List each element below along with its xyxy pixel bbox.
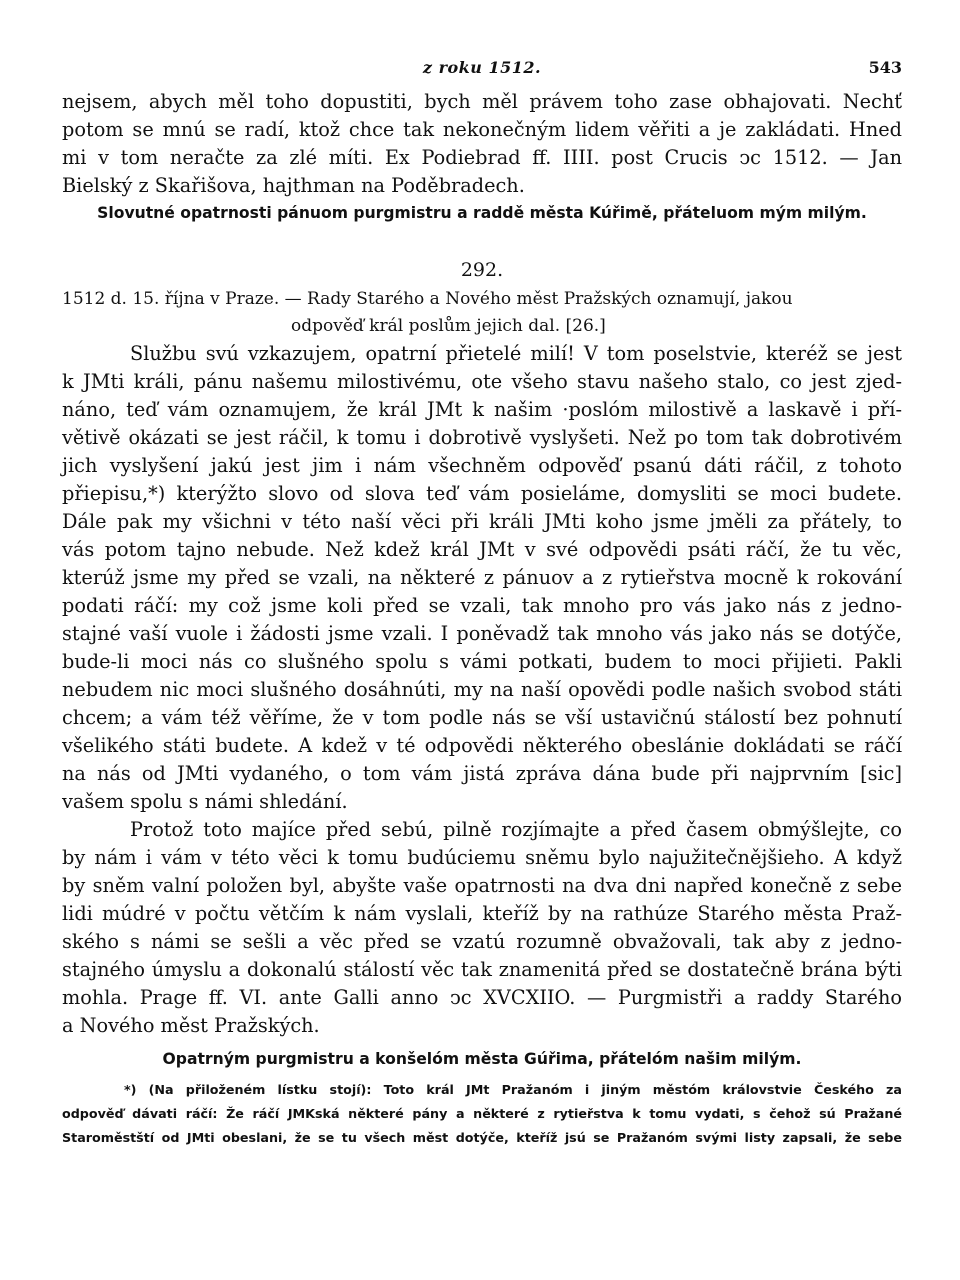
text-line: by nám i vám v této věci k tomu budúciemu sněmu bylo najužitečnějšieho. A když [62, 846, 902, 869]
text-line: kterúž jsme my před se vzali, na některé z pánuov a z rytieřstva mocně k rokování [62, 566, 902, 589]
running-head [62, 58, 902, 88]
text-line: by sněm valní položen byl, abyšte vaše opatrnosti na dva dni napřed konečně z sebe [62, 874, 902, 897]
text-line: k JMti králi, pánu našemu milostivému, ote všeho stavu našeho stalo, co jest zjed- [62, 370, 902, 393]
text-line: vás potom tajno nebude. Než kdež král JMt v své odpovědi psáti ráčí, že tu věc, [62, 538, 902, 561]
text-line: vašem spolu s námi shledání. [62, 790, 348, 813]
page [62, 58, 902, 1150]
page-number: 543 [868, 58, 902, 77]
text-line: všelikého státi budete. A kdež v té odpovědi některého obeslánie dokládati se ráčí [62, 734, 902, 757]
document-number: 292. [460, 259, 504, 281]
footnote [62, 1078, 902, 1150]
document-regest [62, 286, 902, 340]
text-line: jich vyslyšení jakú jest jim i nám všechněm odpověď psanú dáti ráčil, z tohoto [62, 454, 902, 477]
text-line: přiepisu,*) kterýžto slovo od slova teď vám posieláme, domysliti se moci budete. [62, 482, 902, 505]
text-line: náno, teď vám oznamujem, že král JMt k našim ·poslóm milostivě a laskavě i pří- [62, 398, 902, 421]
text-line: nebudem nic moci slušného dosáhnúti, my na naší opovědi podle našich svobod státi [62, 678, 902, 701]
text-line: bude-li moci nás co slušného spolu s vámi potkati, budem to moci přijieti. Pakli [62, 650, 902, 673]
text-line: větivě okázati se jest ráčil, k tomu i dobrotivě vyslyšeti. Než po tom tak dobrotivém [62, 426, 902, 449]
footnote-line: *) (Na přiloženém lístku stojí): Toto král JMt Pražanóm i jiným městóm královstvie Českého za [124, 1082, 902, 1097]
text-line: Dále pak my všichni v této naší věci při králi JMti koho jsme jměli za přátely, to [62, 510, 902, 533]
text-line: podati ráčí: my což jsme koli před se vzali, tak mnoho pro vás jako nás z jedno- [62, 594, 902, 617]
letter-paragraph-2 [62, 816, 902, 1040]
text-line: stajného úmyslu a dokonalú stálostí věc tak znamenitá před se dostatečně brána býti [62, 958, 902, 981]
text-line: mi v tom neračte za zlé míti. Ex Podiebrad ff. IIII. post Crucis ↄc 1512. — Jan [62, 146, 902, 169]
letter-paragraph-1 [62, 340, 902, 816]
text-line: Službu svú vzkazujem, opatrní přietelé milí! V tom poselstvie, kteréž se jest [130, 342, 902, 365]
text-line: a Nového měst Pražských. [62, 1014, 320, 1037]
text-line: mohla. Prage ff. VI. ante Galli anno ↄc XVCXIIO. — Purgmistři a raddy Starého [62, 986, 902, 1009]
text-line: stajné vaší vuole i žádosti jsme vzali. I poněvadž tak mnoho vás jako nás se dotýče, [62, 622, 902, 645]
text-line: chcem; a vám též věříme, že v tom podle nás se vší ustavičnú stálostí bez pohnutí [62, 706, 902, 729]
text-line: ského s námi se sešli a věc před se vzatú rozumně obvažovali, tak aby z jedno- [62, 930, 902, 953]
previous-letter-address: Slovutné opatrnosti pánuom purgmistru a raddě města Kúřimě, přáteluom mým milým. [97, 204, 867, 222]
text-line: na nás od JMti vydaného, o tom vám jistá zpráva dána bude při najprvním [sic] [62, 762, 902, 785]
text-line: lidi múdré v počtu větčím k nám vyslali, kteříž by na rathúze Starého města Praž- [62, 902, 902, 925]
footnote-line: odpověď dávati ráčí: Že ráčí JMKská některé pány a některé z rytieřstva k tomu vydati, s čehož sú Pražané [62, 1106, 902, 1121]
text-line: nejsem, abych měl toho dopustiti, bych měl právem toho zase obhajovati. Nechť [62, 90, 902, 113]
text-line: Protož toto majíce před sebú, pilně rozjímajte a před časem obmýšlejte, co [130, 818, 902, 841]
regest-line: odpověď král poslům jejich dal. [26.] [291, 316, 606, 336]
previous-letter-text [62, 88, 902, 200]
regest-line: 1512 d. 15. října v Praze. — Rady Starého a Nového měst Pražských oznamují, jakou [62, 289, 793, 309]
footnote-line: Staroměstští od JMti obeslani, že se tu všech měst dotýče, kteříž jsú se Pražanóm svými listy zapsali, že sebe [62, 1130, 902, 1145]
running-title: z roku 1512. [422, 58, 542, 77]
text-line: potom se mnú se radí, ktož chce tak nekonečným lidem věřiti a je zakládati. Hned [62, 118, 902, 141]
text-line: Bielský z Skařišova, hajthman na Poděbradech. [62, 174, 525, 197]
letter-address: Opatrným purgmistru a konšelóm města Gúřima, přátelóm našim milým. [162, 1050, 802, 1068]
